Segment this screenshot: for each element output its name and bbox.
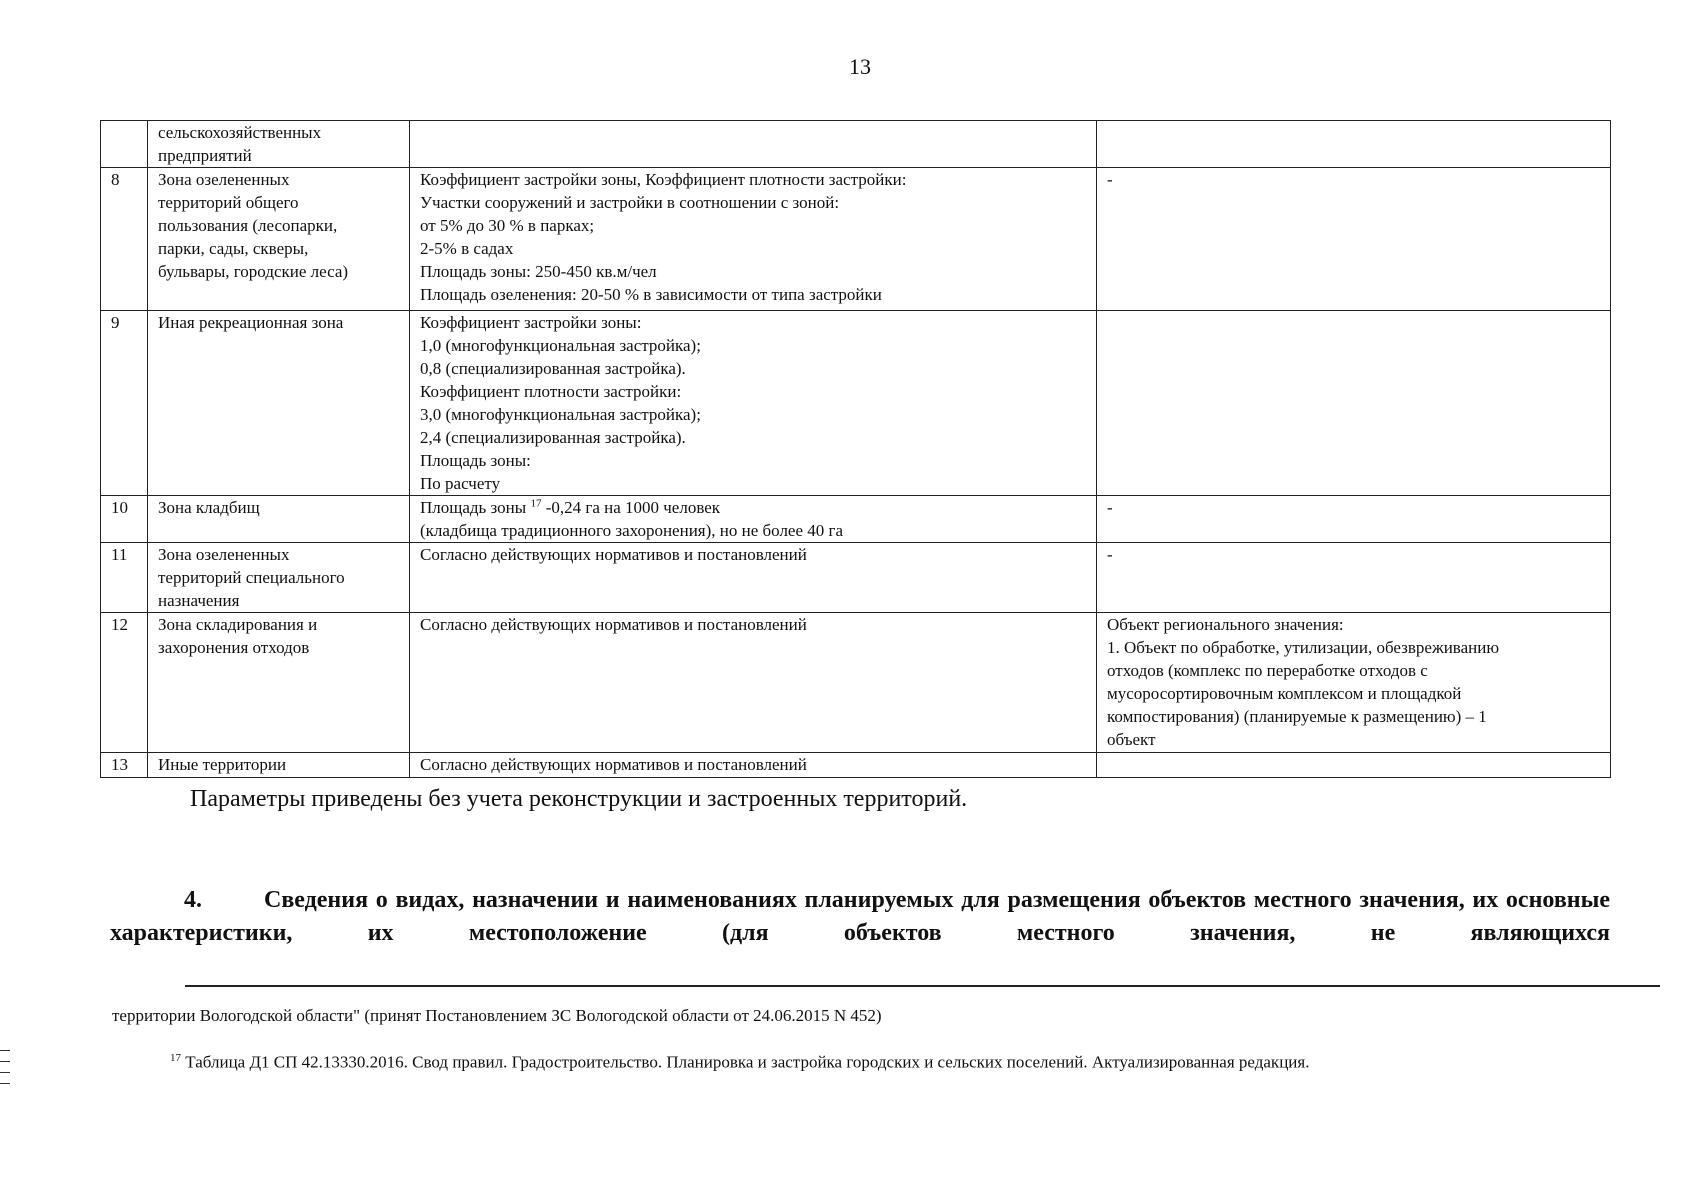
section-number: 4. [184, 887, 202, 913]
zone-name: Зона озелененных территорий специального назначения [148, 543, 410, 613]
zone-parameters [410, 496, 1097, 543]
table-row [101, 613, 1611, 753]
zone-parameters-main: Площадь зоны [420, 498, 531, 517]
zone-name: Зона озелененных территорий общего пользования (лесопарки, парки, сады, скверы, бульвары, городские леса) [148, 168, 410, 311]
zones-parameters-table [100, 120, 1611, 778]
row-number: 11 [101, 543, 148, 613]
row-number [101, 121, 148, 168]
zone-objects: - [1097, 168, 1611, 311]
table-row [101, 753, 1611, 778]
section-title: Сведения о видах, назначении и наименованиях планируемых для размещения объектов местного значения, их основные характеристики, их местоположение (для объектов местного значения, не являющихся [110, 887, 1610, 946]
row-number: 8 [101, 168, 148, 311]
row-number: 9 [101, 311, 148, 496]
table-row [101, 168, 1611, 311]
table-note: Параметры приведены без учета реконструкции и застроенных территорий. [190, 786, 968, 812]
table-row [101, 496, 1611, 543]
zone-parameters [410, 121, 1097, 168]
zone-name: Иная рекреационная зона [148, 311, 410, 496]
margin-scan-marks [0, 1050, 12, 1180]
zone-name: сельскохозяйственных предприятий [148, 121, 410, 168]
zone-objects [1097, 121, 1611, 168]
footnote-17-mark: 17 [170, 1052, 181, 1064]
zone-objects: Объект регионального значения: 1. Объект по обработке, утилизации, обезвреживанию отходов (комплекс по переработке отходов с мусоросортировочным комплексом и площадкой компостирования) (планируемые к размещению) – 1 объект [1097, 613, 1611, 753]
footnote-continuation: территории Вологодской области" (принят Постановлением ЗС Вологодской области от 24.06.2015 N 452) [112, 1006, 882, 1025]
zone-parameters: Согласно действующих нормативов и постановлений [410, 613, 1097, 753]
table-row [101, 543, 1611, 613]
table-row [101, 121, 1611, 168]
zone-objects: - [1097, 496, 1611, 543]
zone-objects [1097, 311, 1611, 496]
zone-name: Зона складирования и захоронения отходов [148, 613, 410, 753]
zone-name: Зона кладбищ [148, 496, 410, 543]
zone-parameters: Коэффициент застройки зоны, Коэффициент плотности застройки: Участки сооружений и застройки в соотношении с зоной: от 5% до 30 % в парках; 2-5% в садах Площадь зоны: 250-450 кв.м/чел Площадь озеленения: 20-50 % в зависимости от типа застройки [410, 168, 1097, 311]
zone-parameters: Коэффициент застройки зоны: 1,0 (многофункциональная застройка); 0,8 (специализированная застройка). Коэффициент плотности застройки: 3,0 (многофункциональная застройка); 2,4 (специализированная застройка). Площадь зоны: По расчету [410, 311, 1097, 496]
table-row [101, 311, 1611, 496]
footnote-17 [170, 1052, 1309, 1073]
section-heading [110, 884, 1610, 950]
row-number: 13 [101, 753, 148, 778]
zone-name: Иные территории [148, 753, 410, 778]
zone-objects: - [1097, 543, 1611, 613]
footnote-17-text: Таблица Д1 СП 42.13330.2016. Свод правил. Градостроительство. Планировка и застройка городских и сельских поселений. Актуализированная редакция. [181, 1052, 1310, 1072]
zone-objects [1097, 753, 1611, 778]
row-number: 12 [101, 613, 148, 753]
zone-parameters-rest: -0,24 га на 1000 человек (кладбища традиционного захоронения), но не более 40 га [420, 498, 844, 540]
zone-parameters: Согласно действующих нормативов и постановлений [410, 543, 1097, 613]
zone-parameters: Согласно действующих нормативов и постановлений [410, 753, 1097, 778]
page-number: 13 [849, 54, 871, 79]
footnote-ref-17: 17 [530, 497, 542, 510]
footnote-separator [185, 985, 1660, 987]
row-number: 10 [101, 496, 148, 543]
